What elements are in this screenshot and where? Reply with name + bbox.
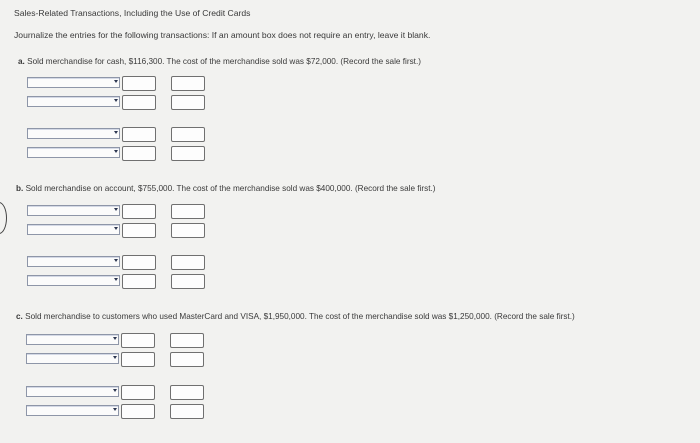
part-b-prompt bbox=[16, 184, 435, 193]
instructions-text: Journalize the entries for the following transactions: If an amount box does not require an entry, leave it blank. bbox=[14, 30, 431, 40]
debit-input[interactable] bbox=[122, 127, 156, 142]
credit-input[interactable] bbox=[170, 385, 204, 400]
part-b-letter: b. bbox=[16, 184, 24, 193]
account-select[interactable] bbox=[27, 256, 120, 267]
credit-input[interactable] bbox=[171, 76, 205, 91]
dropdown-arrow-icon bbox=[114, 150, 118, 153]
account-select[interactable] bbox=[27, 224, 120, 235]
dropdown-arrow-icon bbox=[114, 80, 118, 83]
part-b-prompt-text: Sold merchandise on account, $755,000. The cost of the merchandise sold was $400,000. (Record the sale first.) bbox=[25, 184, 436, 193]
page-title: Sales-Related Transactions, Including the Use of Credit Cards bbox=[14, 8, 251, 18]
part-a-prompt-text: Sold merchandise for cash, $116,300. The cost of the merchandise sold was $72,000. (Record the sale first.) bbox=[27, 57, 421, 66]
credit-input[interactable] bbox=[171, 146, 205, 161]
credit-input[interactable] bbox=[170, 333, 204, 348]
account-select[interactable] bbox=[26, 386, 119, 397]
edge-bracket-decoration bbox=[0, 202, 7, 234]
dropdown-arrow-icon bbox=[114, 99, 118, 102]
debit-input[interactable] bbox=[121, 352, 155, 367]
credit-input[interactable] bbox=[171, 127, 205, 142]
debit-input[interactable] bbox=[122, 146, 156, 161]
debit-input[interactable] bbox=[121, 333, 155, 348]
account-select[interactable] bbox=[27, 77, 120, 88]
credit-input[interactable] bbox=[171, 204, 205, 219]
debit-input[interactable] bbox=[121, 404, 155, 419]
debit-input[interactable] bbox=[122, 255, 156, 270]
account-select[interactable] bbox=[26, 405, 119, 416]
credit-input[interactable] bbox=[171, 255, 205, 270]
part-a-letter: a. bbox=[18, 57, 25, 66]
account-select[interactable] bbox=[27, 128, 120, 139]
account-select[interactable] bbox=[27, 147, 120, 158]
dropdown-arrow-icon bbox=[114, 208, 118, 211]
debit-input[interactable] bbox=[121, 385, 155, 400]
debit-input[interactable] bbox=[122, 204, 156, 219]
debit-input[interactable] bbox=[122, 76, 156, 91]
debit-input[interactable] bbox=[122, 274, 156, 289]
debit-input[interactable] bbox=[122, 95, 156, 110]
dropdown-arrow-icon bbox=[113, 389, 117, 392]
credit-input[interactable] bbox=[171, 274, 205, 289]
account-select[interactable] bbox=[27, 275, 120, 286]
dropdown-arrow-icon bbox=[113, 356, 117, 359]
part-a-prompt bbox=[18, 57, 421, 66]
dropdown-arrow-icon bbox=[114, 278, 118, 281]
account-select[interactable] bbox=[26, 334, 119, 345]
account-select[interactable] bbox=[27, 96, 120, 107]
dropdown-arrow-icon bbox=[114, 131, 118, 134]
dropdown-arrow-icon bbox=[113, 408, 117, 411]
dropdown-arrow-icon bbox=[114, 259, 118, 262]
credit-input[interactable] bbox=[171, 95, 205, 110]
credit-input[interactable] bbox=[170, 352, 204, 367]
credit-input[interactable] bbox=[170, 404, 204, 419]
dropdown-arrow-icon bbox=[114, 227, 118, 230]
part-c-letter: c. bbox=[16, 312, 23, 321]
account-select[interactable] bbox=[26, 353, 119, 364]
credit-input[interactable] bbox=[171, 223, 205, 238]
dropdown-arrow-icon bbox=[113, 337, 117, 340]
part-c-prompt-text: Sold merchandise to customers who used MasterCard and VISA, $1,950,000. The cost of the merchandise sold was $1,250,000. (Record the sale first.) bbox=[25, 312, 575, 321]
debit-input[interactable] bbox=[122, 223, 156, 238]
part-c-prompt bbox=[16, 312, 575, 321]
account-select[interactable] bbox=[27, 205, 120, 216]
